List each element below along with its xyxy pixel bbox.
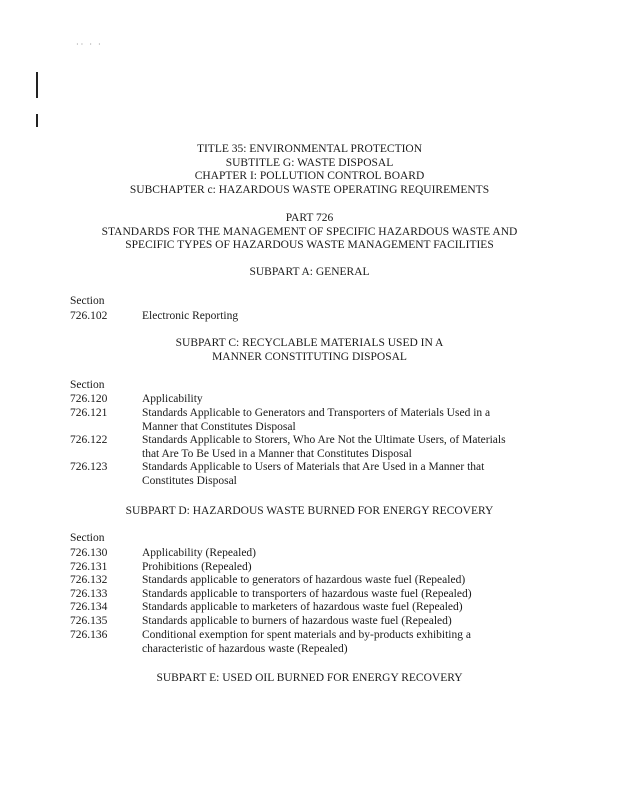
toc-row [70,561,550,575]
section-title [142,547,548,561]
section-title [142,407,548,434]
section-title-line: characteristic of hazardous waste (Repealed) [142,642,348,655]
toc-row [70,434,550,461]
subpart-title: SUBPART C: RECYCLABLE MATERIALS USED IN A [175,337,444,349]
section-title [142,615,548,629]
section-title [142,561,548,575]
section-title [142,588,548,602]
section-title [142,601,548,615]
subpart-title: SUBPART E: USED OIL BURNED FOR ENERGY RECOVERY [156,672,463,684]
section-title [142,434,548,461]
section-title [142,393,548,407]
section-title-line: Electronic Reporting [142,310,239,322]
section-title-line: Standards applicable to generators of hazardous waste fuel (Repealed) [142,574,466,586]
title-heading-line: CHAPTER I: POLLUTION CONTROL BOARD [194,170,425,183]
part-title-line: STANDARDS FOR THE MANAGEMENT OF SPECIFIC HAZARDOUS WASTE AND [101,225,518,238]
section-number: 726.134 [70,601,108,613]
section-title-line: that Are To Be Used in a Manner that Constitutes Disposal [142,447,412,460]
section-number: 726.122 [70,434,108,446]
section-title-line: Standards applicable to marketers of hazardous waste fuel (Repealed) [142,601,463,613]
toc-row [70,601,550,615]
section-label: Section [70,379,105,391]
section-number: 726.131 [70,561,108,573]
section-number: 726.130 [70,547,108,559]
section-number: 726.120 [70,393,108,405]
toc-row [70,547,550,561]
section-title-line: Constitutes Disposal [142,474,237,487]
section-number: 726.123 [70,461,108,473]
toc-row [70,461,550,488]
scan-stamp: ·· · · [76,40,103,49]
section-title-line: Standards Applicable to Generators and Transporters of Materials Used in a [142,407,491,419]
section-number: 726.132 [70,574,108,586]
section-title [142,310,548,324]
section-number: 726.102 [70,310,108,322]
margin-bar-mark [36,72,38,98]
section-label: Section [70,295,105,307]
toc-row [70,310,550,324]
title-heading-line: SUBCHAPTER c: HAZARDOUS WASTE OPERATING REQUIREMENTS [129,183,490,196]
section-title-line: Applicability [142,393,203,405]
section-number: 726.121 [70,407,108,419]
part-title-line: SPECIFIC TYPES OF HAZARDOUS WASTE MANAGEMENT FACILITIES [125,239,494,252]
section-title-line: Applicability (Repealed) [142,547,257,559]
section-number: 726.133 [70,588,108,600]
margin-bar-mark [36,114,38,127]
section-number: 726.135 [70,615,108,627]
toc-row [70,407,550,434]
toc-row [70,393,550,407]
section-title [142,629,548,656]
section-title-line: Manner that Constitutes Disposal [142,420,296,433]
subpart-title: MANNER CONSTITUTING DISPOSAL [212,350,407,363]
toc-row [70,629,550,656]
section-title-line: Standards Applicable to Storers, Who Are Not the Ultimate Users, of Materials [142,434,506,446]
toc-row [70,615,550,629]
section-title-line: Prohibitions (Repealed) [142,561,252,573]
section-title-line: Standards applicable to burners of hazardous waste fuel (Repealed) [142,615,452,627]
section-title [142,574,548,588]
section-title-line: Standards Applicable to Users of Materials that Are Used in a Manner that [142,461,485,473]
section-number: 726.136 [70,629,108,641]
section-title-line: Conditional exemption for spent materials and by-products exhibiting a [142,629,471,641]
title-heading-line: TITLE 35: ENVIRONMENTAL PROTECTION [196,143,423,155]
subpart-title: SUBPART D: HAZARDOUS WASTE BURNED FOR ENERGY RECOVERY [125,505,494,517]
toc-row [70,588,550,602]
part-number: PART 726 [285,212,334,224]
title-heading-line: SUBTITLE G: WASTE DISPOSAL [225,156,394,169]
section-title-line: Standards applicable to transporters of hazardous waste fuel (Repealed) [142,588,472,600]
section-label: Section [70,532,105,544]
section-title [142,461,548,488]
subpart-title: SUBPART A: GENERAL [249,266,370,278]
toc-row [70,574,550,588]
